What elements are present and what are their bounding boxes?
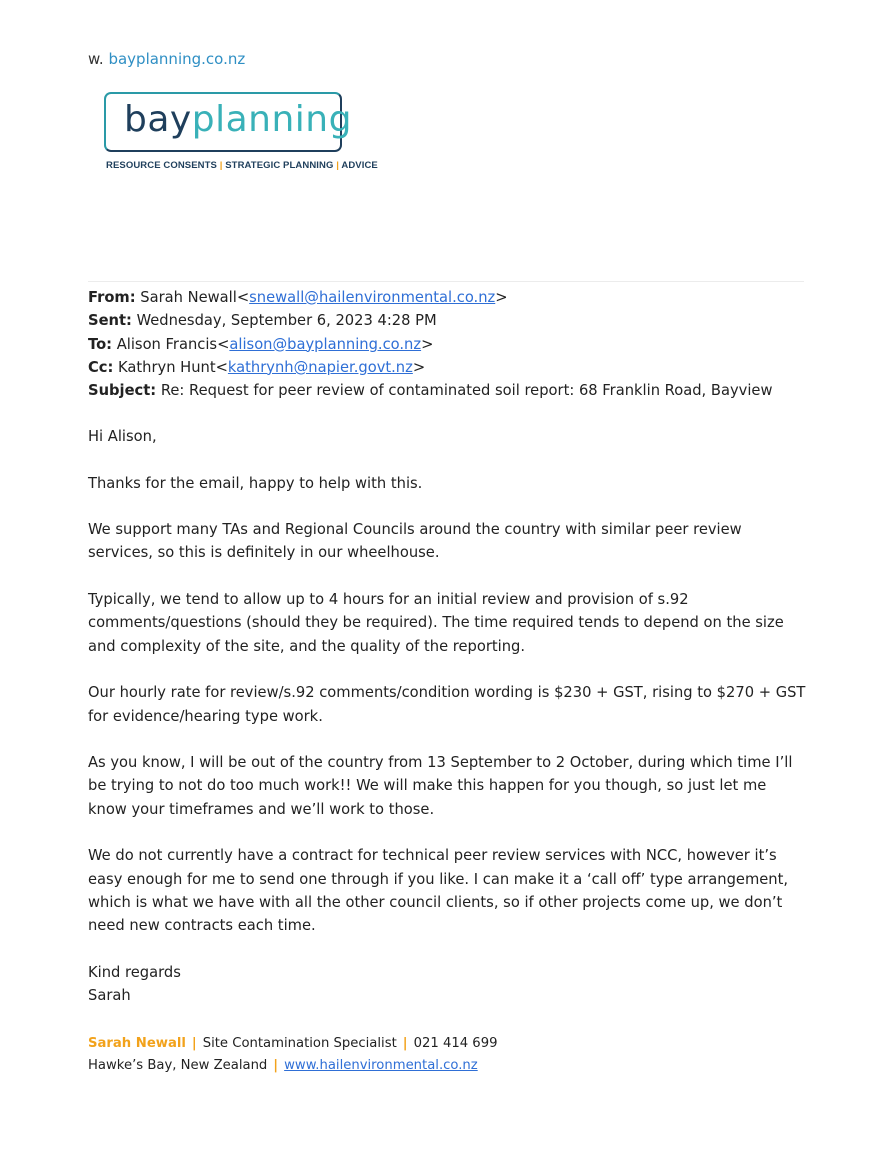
signature-separator: | — [191, 1036, 197, 1051]
logo-frame — [104, 92, 352, 152]
from-name: Sarah Newall — [140, 289, 237, 306]
to-name: Alison Francis — [116, 335, 218, 353]
cc-name: Kathryn Hunt — [118, 358, 216, 376]
body-paragraph: Typically, we tend to allow up to 4 hours for an initial review and provision of s.92 comments/questions (should they be required). The time required tends to depend on the size and complexity of the site, and the quality of the reporting. — [88, 591, 784, 655]
closing-name: Sarah — [88, 987, 131, 1005]
subject-value: Re: Request for peer review of contaminated soil report: 68 Franklin Road, Bayview — [160, 382, 773, 400]
signature-name: Sarah Newall — [88, 1036, 186, 1051]
signature-location: Hawke’s Bay, New Zealand — [88, 1057, 268, 1073]
logo-word-planning: planning — [191, 99, 352, 140]
logo-tagline — [106, 160, 378, 171]
tagline-separator: | — [219, 160, 223, 171]
cc-email-link[interactable]: kathrynh@napier.govt.nz — [227, 358, 413, 376]
from-label: From: — [88, 289, 136, 306]
from-line: From: Sarah Newall<snewall@hailenvironmental.co.nz> — [88, 289, 508, 306]
header-divider — [88, 281, 804, 282]
website-link[interactable]: bayplanning.co.nz — [108, 50, 246, 68]
signature-separator: | — [402, 1036, 408, 1051]
signature-line-1 — [88, 1033, 497, 1055]
signature-website-link[interactable]: www.hailenvironmental.co.nz — [284, 1057, 478, 1073]
to-email-link[interactable]: alison@bayplanning.co.nz — [229, 335, 422, 353]
tagline-resource-consents: RESOURCE CONSENTS — [106, 160, 217, 171]
body-paragraph: As you know, I will be out of the country from 13 September to 2 October, during which time I’ll be trying to not do too much work!! We will make this happen for you though, so just let me know your timeframes and we’ll work to those. — [88, 754, 793, 818]
subject-label: Subject: — [88, 382, 157, 400]
tagline-advice: ADVICE — [341, 160, 378, 171]
sent-label: Sent: — [88, 312, 132, 330]
logo-word-bay: bay — [124, 99, 192, 140]
website-prefix: w. — [88, 50, 104, 68]
from-email-link[interactable]: snewall@hailenvironmental.co.nz — [249, 289, 496, 306]
subject-line — [88, 379, 772, 402]
closing-regards: Kind regards — [88, 963, 181, 981]
bayplanning-logo — [104, 92, 378, 176]
body-paragraph: We support many TAs and Regional Councils around the country with similar peer review services, so this is definitely in our wheelhouse. — [88, 521, 742, 562]
sent-value: Wednesday, September 6, 2023 4:28 PM — [136, 312, 437, 330]
body-paragraph: Our hourly rate for review/s.92 comments/condition wording is $230 + GST, rising to $270 + GST for evidence/hearing type work. — [88, 684, 806, 725]
signature-separator: | — [273, 1057, 279, 1073]
body-paragraph: We do not currently have a contract for technical peer review services with NCC, however it’s easy enough for me to send one through if you like. I can make it a ‘call off’ type arrangement, which is what we have with all the other council clients, so if other projects come up, we don’t need new contracts each time. — [88, 847, 789, 935]
greeting: Hi Alison, — [88, 428, 157, 445]
to-label: To: — [88, 335, 113, 353]
tagline-strategic-planning: STRATEGIC PLANNING — [225, 160, 334, 171]
to-line: To: Alison Francis<alison@bayplanning.co.nz> — [88, 335, 434, 353]
email-body — [88, 425, 808, 1007]
email-signature — [88, 1033, 497, 1076]
tagline-separator: | — [336, 160, 339, 171]
sent-line — [88, 309, 772, 332]
body-paragraph: Thanks for the email, happy to help with this. — [88, 474, 423, 492]
logo-wordmark — [124, 98, 352, 142]
signature-title: Site Contamination Specialist — [202, 1036, 397, 1051]
signature-phone: 021 414 699 — [413, 1036, 498, 1051]
cc-line: Cc: Kathryn Hunt<kathrynh@napier.govt.nz> — [88, 358, 426, 376]
email-header — [88, 286, 772, 402]
signature-line-2 — [88, 1055, 497, 1077]
cc-label: Cc: — [88, 358, 114, 376]
website-line — [88, 50, 245, 68]
